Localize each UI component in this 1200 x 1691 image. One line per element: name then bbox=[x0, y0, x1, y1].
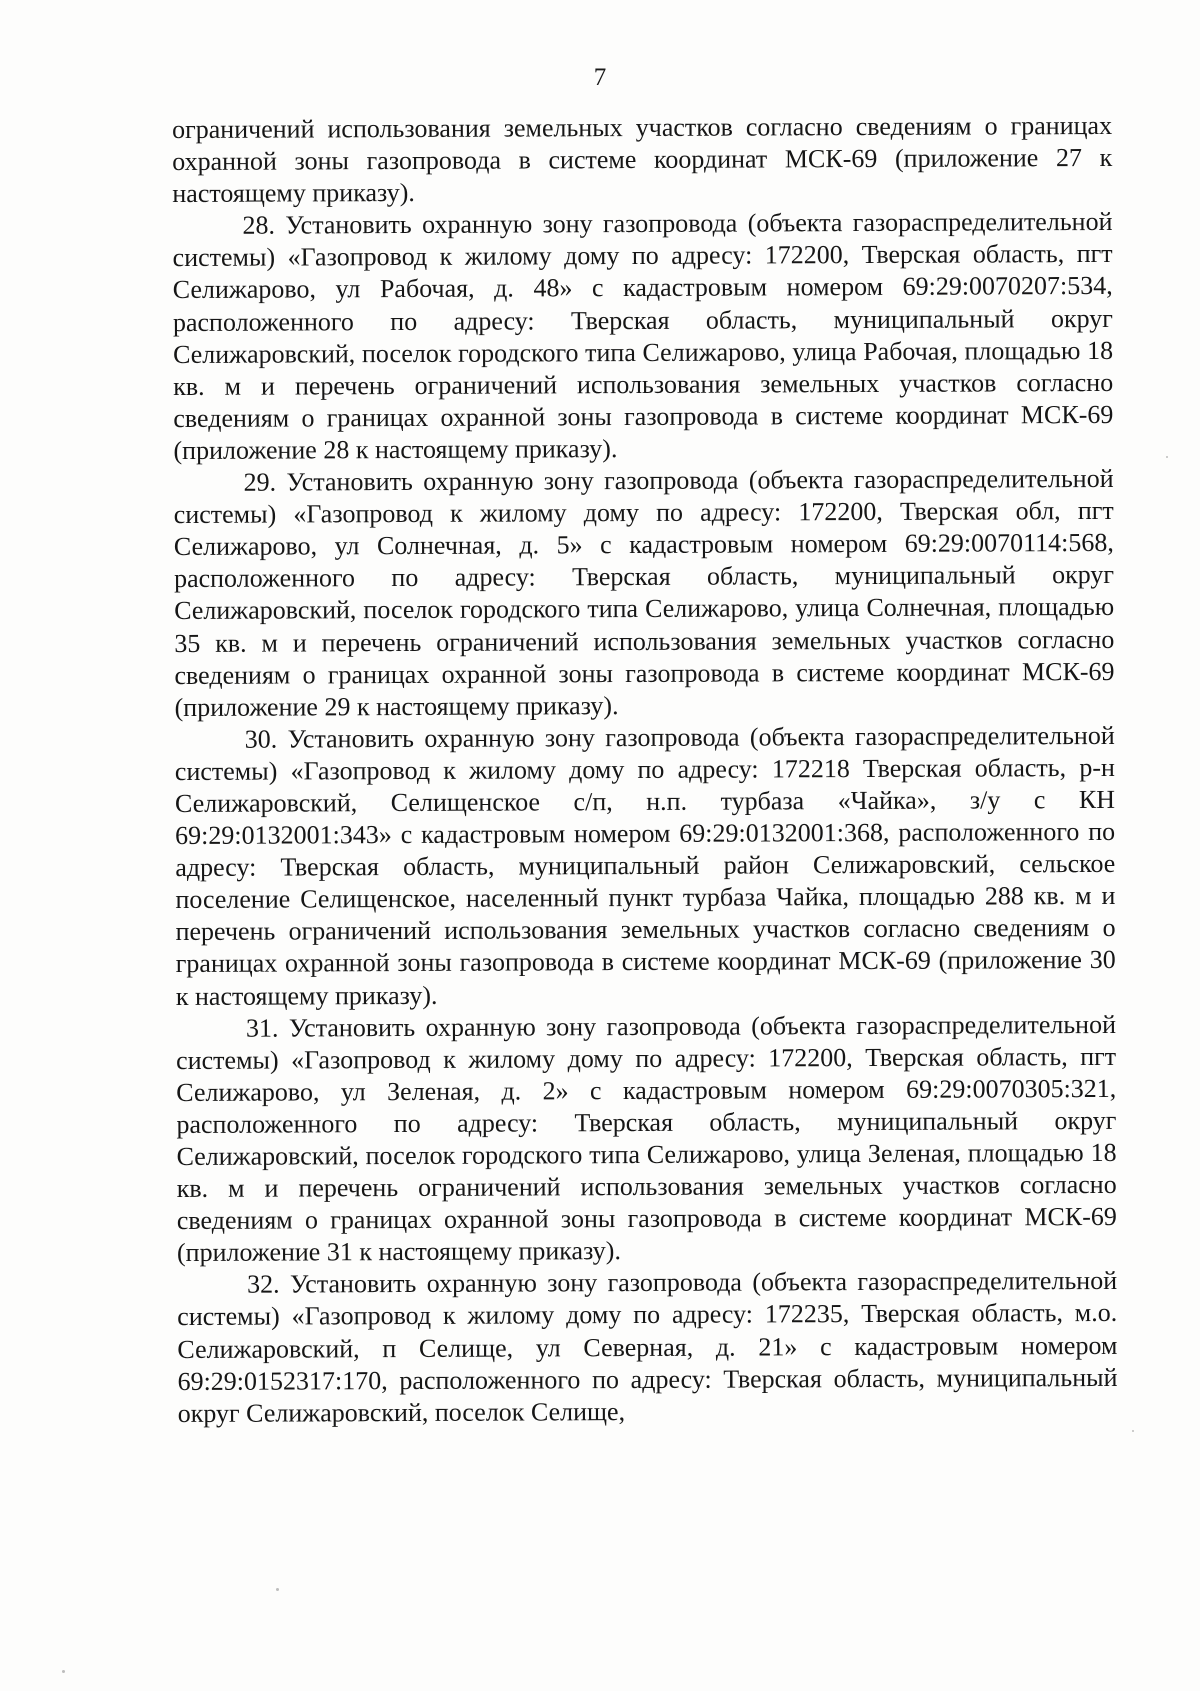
paragraph-item-30 bbox=[175, 720, 1116, 1013]
paragraph-text: Установить охранную зону газопровода (объекта газораспределительной системы) «Газопровод к жилому дому по адресу: 172200, Тверская область, пгт Селижарово, ул Рабочая, д. 48» с кадастровым номером 69:29:0070207:534, расположенного по адресу: Тверская область, муниципальный округ Селижаровский, поселок городского типа Селижарово, улица Рабочая, площадью 18 кв. м и перечень ограничений использования земельных участков согласно сведениям о границах охранной зоны газопровода в системе координат МСК-69 (приложение 28 к настоящему приказу). bbox=[172, 207, 1114, 465]
paragraph-item-32 bbox=[177, 1265, 1118, 1430]
scan-speck bbox=[1132, 1430, 1134, 1432]
scan-speck bbox=[276, 1588, 279, 1591]
item-number: 30. bbox=[244, 724, 278, 754]
scan-speck bbox=[1166, 456, 1168, 458]
paragraph-continuation bbox=[172, 110, 1112, 210]
paragraph-item-29 bbox=[174, 463, 1115, 724]
paragraph-text: Установить охранную зону газопровода (объекта газораспределительной системы) «Газопровод к жилому дому по адресу: 172200, Тверская область, пгт Селижарово, ул Зеленая, д. 2» с кадастровым номером 69:29:0070305:321, расположенного по адресу: Тверская область, муниципальный округ Селижаровский, поселок городского типа Селижарово, улица Зеленая, площадью 18 кв. м и перечень ограничений использования земельных участков согласно сведениям о границах охранной зоны газопровода в системе координат МСК-69 (приложение 31 к настоящему приказу). bbox=[176, 1009, 1117, 1268]
item-number: 29. bbox=[243, 467, 277, 497]
paragraph-text: ограничений использования земельных участков согласно сведениям о границах охранной зоны газопровода в системе координат МСК-69 (приложение 27 к настоящему приказу). bbox=[172, 110, 1113, 209]
page-number: 7 bbox=[593, 64, 607, 91]
paragraph-item-31 bbox=[176, 1009, 1117, 1270]
paragraph-text: Установить охранную зону газопровода (объекта газораспределительной системы) «Газопровод к жилому дому по адресу: 172200, Тверская обл, пгт Селижарово, ул Солнечная, д. 5» с кадастровым номером 69:29:0070114:568, расположенного по адресу: Тверская область, муниципальный округ Селижаровский, поселок городского типа Селижарово, улица Солнечная, площадью 35 кв. м и перечень ограничений использования земельных участков согласно сведениям о границах охранной зоны газопровода в системе координат МСК-69 (приложение 29 к настоящему приказу). bbox=[173, 463, 1115, 722]
paragraph-item-28 bbox=[172, 206, 1113, 467]
item-number: 31. bbox=[245, 1013, 279, 1043]
document-body bbox=[172, 110, 1118, 1430]
scan-speck bbox=[62, 1670, 65, 1673]
paragraph-text: Установить охранную зону газопровода (объекта газораспределительной системы) «Газопровод к жилому дому по адресу: 172218 Тверская область, р-н Селижаровский, Селищенское с/п, н.п. турбаза «Чайка», з/у с КН 69:29:0132001:343» с кадастровым номером 69:29:0132001:368, расположенного по адресу: Тверская область, муниципальный район Селижаровский, сельское поселение Селищенское, населенный пункт турбаза Чайка, площадью 288 кв. м и перечень ограничений использования земельных участков согласно сведениям о границах охранной зоны газопровода в системе координат МСК-69 (приложение 30 к настоящему приказу). bbox=[174, 720, 1116, 1011]
paragraph-text: Установить охранную зону газопровода (объекта газораспределительной системы) «Газопровод к жилому дому по адресу: 172235, Тверская область, м.о. Селижаровский, п Селище, ул Северная, д. 21» с кадастровым номером 69:29:0152317:170, расположенного по адресу: Тверская область, муниципальный округ Селижаровский, поселок Селище, bbox=[177, 1266, 1118, 1428]
item-number: 32. bbox=[247, 1269, 280, 1300]
item-number: 28. bbox=[242, 210, 276, 240]
